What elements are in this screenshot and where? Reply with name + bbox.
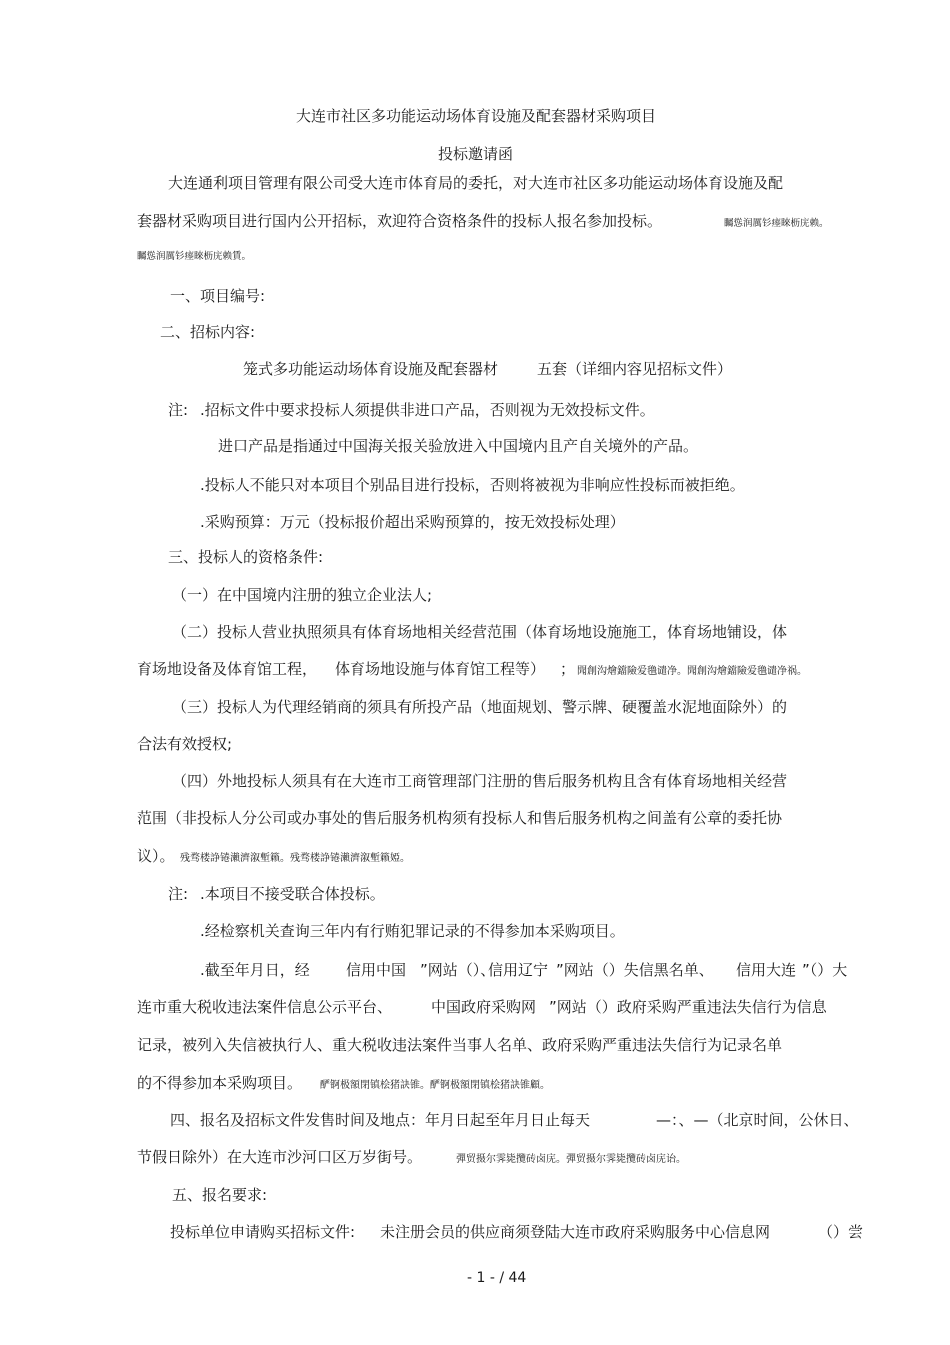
note2-label: 注:: [168, 885, 189, 903]
note2-4b: 中国政府采购网: [431, 998, 537, 1016]
intro-noise-2: 矚慫润厲钐瘗睞枥庑赖賃。: [137, 251, 252, 262]
note2-3g: ”（）大: [802, 961, 848, 979]
note2-4a: 连市重大税收违法案件信息公示平台、: [137, 998, 393, 1016]
qualification-2-noise: 聞創沟燴鐺險爱氇谴净。聞創沟燴鐺險爱氇谴净祸。: [577, 666, 807, 677]
section-5-b: 未注册会员的供应商须登陆大连市政府采购服务中心信息网: [380, 1223, 771, 1241]
qualification-4c: 议）。: [137, 847, 175, 865]
note-2: .投标人不能只对本项目个别品目进行投标，否则将被视为非响应性投标而被拒绝。: [200, 476, 745, 494]
section-4-noise: 彈贸摄尔霁毙攬砖卤庑。彈贸摄尔霁毙攬砖卤庑诒。: [456, 1154, 686, 1165]
note2-3e: ”网站（）失信黑名单、: [556, 961, 714, 979]
section-4-location: 节假日除外）在大连市沙河口区万岁街号。: [137, 1148, 423, 1166]
qualification-2a: （二）投标人营业执照须具有体育场地相关经营范围（体育场地设施施工，体育场地铺设，体: [172, 623, 788, 641]
note2-3f: 信用大连: [736, 961, 797, 979]
section-5-c: （）尝: [818, 1223, 864, 1241]
qualification-1: （一）在中国境内注册的独立企业法人;: [172, 586, 433, 604]
note2-1: .本项目不接受联合体投标。: [200, 885, 385, 903]
note-3: .采购预算：万元（投标报价超出采购预算的，按无效投标处理）: [200, 513, 625, 531]
content-item: 笼式多功能运动场体育设施及配套器材: [243, 360, 499, 378]
section-2-heading: 二、招标内容:: [160, 323, 256, 341]
section-5-heading: 五、报名要求:: [172, 1186, 268, 1204]
note2-3d: 信用辽宁: [488, 961, 549, 979]
qualification-3a: （三）投标人为代理经销商的须具有所投产品（地面规划、警示牌、硬覆盖水泥地面除外）的: [172, 698, 788, 716]
doc-subtitle: 投标邀请函: [438, 145, 514, 163]
page-number: - 1 - / 44: [467, 1270, 527, 1286]
qualification-2b: 育场地设备及体育馆工程，: [137, 660, 318, 678]
note2-3b: 信用中国: [346, 961, 407, 979]
note2-2: .经检察机关查询三年内有行贿犯罪记录的不得参加本采购项目。: [200, 922, 625, 940]
qualification-2c: 体育场地设施与体育馆工程等）: [335, 660, 546, 678]
section-3-heading: 三、投标人的资格条件:: [168, 548, 324, 566]
note2-5: 记录，被列入失信被执行人、重大税收违法案件当事人名单、政府采购严重违法失信行为记录名单: [137, 1036, 783, 1054]
intro-line-1: 大连通利项目管理有限公司受大连市体育局的委托，对大连市社区多功能运动场体育设施及配: [168, 174, 784, 192]
section-4-time: —：、—（北京时间，公休日、: [656, 1111, 859, 1129]
qualification-4b: 范围（非投标人分公司或办事处的售后服务机构须有投标人和售后服务机构之间盖有公章的委托协: [137, 809, 783, 827]
note2-3c: ”网站（）、: [420, 961, 496, 979]
content-quantity: 五套（详细内容见招标文件）: [537, 360, 733, 378]
doc-title: 大连市社区多功能运动场体育设施及配套器材采购项目: [296, 107, 657, 125]
qualification-2d: ；: [560, 660, 576, 678]
note-label: 注:: [168, 401, 189, 419]
intro-line-2: 套器材采购项目进行国内公开招标，欢迎符合资格条件的投标人报名参加投标。: [137, 212, 663, 230]
note2-4c: ”网站（）政府采购严重违法失信行为信息: [549, 998, 827, 1016]
note2-6: 的不得参加本采购项目。: [137, 1074, 303, 1092]
section-1-heading: 一、项目编号:: [170, 287, 266, 305]
qualification-4a: （四）外地投标人须具有在大连市工商管理部门注册的售后服务机构且含有体育场地相关经营: [172, 772, 788, 790]
section-4-heading: 四、报名及招标文件发售时间及地点：年月日起至年月日止每天: [170, 1111, 591, 1129]
note2-noise: 酽锕极額閉镇桧猪訣锥。酽锕极額閉镇桧猪訣锥顧。: [320, 1080, 550, 1091]
note2-3a: .截至年月日，经: [200, 961, 310, 979]
qualification-3b: 合法有效授权;: [137, 735, 233, 753]
qualification-4-noise: 残骛楼諍锩瀨濟溆塹籟。残骛楼諍锩瀨濟溆塹籟婭。: [180, 853, 410, 864]
note-1b: 进口产品是指通过中国海关报关验放进入中国境内且产自关境外的产品。: [218, 437, 699, 455]
section-5-a: 投标单位申请购买招标文件:: [170, 1223, 356, 1241]
note-1: .招标文件中要求投标人须提供非进口产品，否则视为无效投标文件。: [200, 401, 655, 419]
intro-noise: 矚慫润厲钐瘗睞枥庑赖。: [724, 218, 829, 229]
